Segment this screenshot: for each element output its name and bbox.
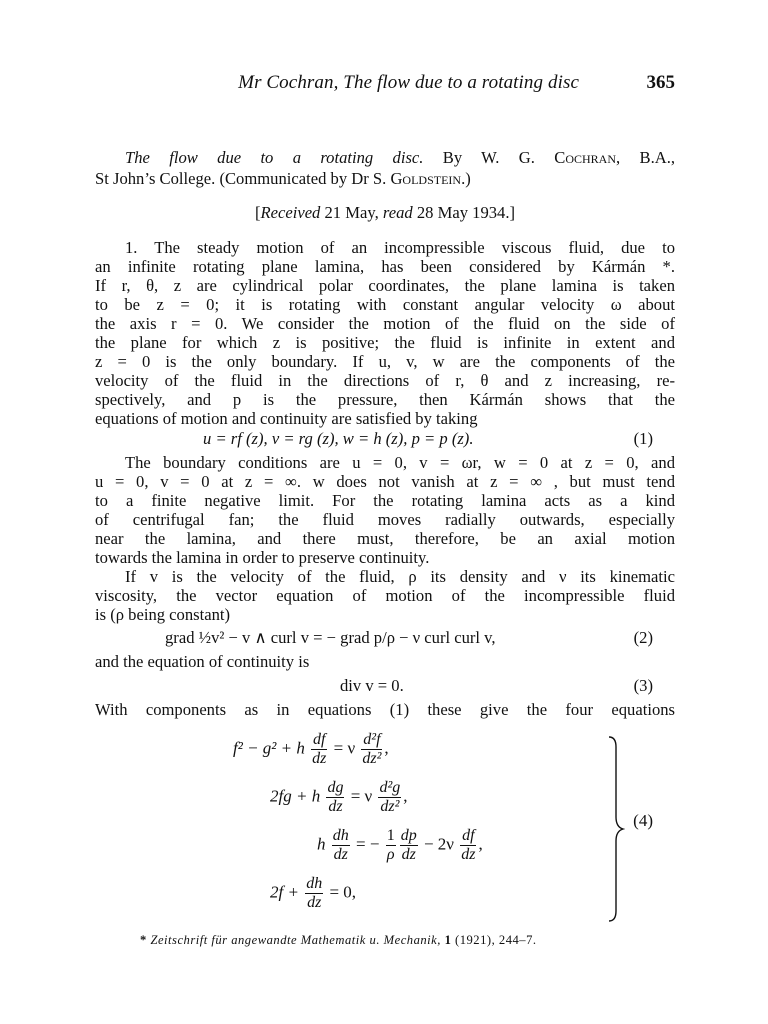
system-equation-3: h $\frac{dh}{dz}$ = − $\frac{1}{\rho}$ $\frac{dp}{dz}$ − 2ν $\frac{df}{dz}$ , — [317, 827, 483, 863]
fraction: $\frac{dh}{dz}$ — [332, 827, 349, 863]
equation-system-4 — [95, 727, 675, 927]
communicator-name: Goldstein — [390, 169, 462, 188]
paragraph-line: If r, θ, z are cylindrical polar coordinates, the plane lamina is taken — [95, 276, 675, 295]
paragraph-line: to be z = 0; it is rotating with constant angular velocity ω about — [95, 295, 675, 314]
paragraph-line: If v is the velocity of the fluid, ρ its density and ν its kinematic — [125, 567, 675, 586]
fraction: $\frac{dg}{dz}$ — [327, 779, 344, 815]
paragraph-line: velocity of the fluid in the directions of r, θ and z increasing, re- — [95, 371, 675, 390]
system-equation-1: f² − g² + h $\frac{df}{dz}$ = ν $\frac{\text{d²f}}{\text{dz²}}$ , — [233, 731, 389, 767]
equation-3-body: div v = 0. — [340, 676, 404, 695]
footnote: * Zeitschrift für angewandte Mathematik u. Mechanik, 1 (1921), 244–7. — [140, 933, 537, 947]
equation-1 — [95, 429, 675, 449]
fraction: $\frac{\text{d²g}}{\text{dz²}}$ — [379, 779, 401, 815]
paragraph-line: z = 0 is the only boundary. If u, v, w are the components of the — [95, 352, 675, 371]
paragraph-line: The boundary conditions are u = 0, v = ωr, w = 0 at z = 0, and — [125, 453, 675, 472]
equation-4-label: (4) — [633, 811, 653, 830]
system-equation-4: 2f + $\frac{dh}{dz}$ = 0, — [270, 875, 357, 911]
paragraph-line: and the equation of continuity is — [95, 652, 310, 671]
fraction: $\frac{df}{dz}$ — [461, 827, 476, 863]
affiliation-line: St John’s College. (Communicated by Dr S. Goldstein.) — [95, 169, 471, 188]
author-name: Cochran — [554, 148, 617, 167]
right-brace-icon — [607, 735, 625, 923]
fraction: $\frac{dp}{dz}$ — [400, 827, 417, 863]
paragraph-line: 1. The steady motion of an incompressible viscous fluid, due to — [125, 238, 675, 257]
fraction: $\frac{1}{\rho}$ — [386, 827, 395, 863]
system-equation-2: 2fg + h $\frac{dg}{dz}$ = ν $\frac{\text{d²g}}{\text{dz²}}$ , — [270, 779, 408, 815]
equation-2 — [95, 628, 675, 648]
paragraph-line: towards the lamina in order to preserve continuity. — [95, 548, 430, 567]
page-number: 365 — [646, 72, 675, 93]
equation-3 — [95, 676, 675, 696]
paragraph-line: viscosity, the vector equation of motion of the incompressible fluid — [95, 586, 675, 605]
paragraph-line: of centrifugal fan; the fluid moves radially outwards, especially — [95, 510, 675, 529]
equation-3-label: (3) — [633, 676, 653, 695]
article-title: The flow due to a rotating disc. — [125, 148, 424, 167]
footnote-marker: * — [140, 933, 147, 947]
paragraph-line: u = 0, v = 0 at z = ∞. w does not vanish at z = ∞ , but must tend — [95, 472, 675, 491]
equation-2-label: (2) — [633, 628, 653, 647]
fraction: $\frac{df}{dz}$ — [312, 731, 327, 767]
paragraph-line: near the lamina, and there must, therefore, be an axial motion — [95, 529, 675, 548]
running-title: Mr Cochran, The flow due to a rotating disc — [238, 72, 579, 93]
equation-1-label: (1) — [633, 429, 653, 448]
paragraph-line: the plane for which z is positive; the fluid is infinite in extent and — [95, 333, 675, 352]
paragraph-line: spectively, and p is the pressure, then Kármán shows that the — [95, 390, 675, 409]
article-title-line: The flow due to a rotating disc. By W. G. Cochran, B.A., — [125, 148, 675, 167]
paragraph-line: With components as in equations (1) these give the four equations — [95, 700, 675, 719]
fraction: $\frac{dh}{dz}$ — [306, 875, 323, 911]
equation-2-body: grad ½v² − v ∧ curl v = − grad p/ρ − ν curl curl v, — [165, 628, 496, 647]
equation-1-body: u = rf (z), v = rg (z), w = h (z), p = p (z). — [203, 429, 474, 448]
paragraph-line: is (ρ being constant) — [95, 605, 231, 624]
paragraph-line: to a finite negative limit. For the rotating lamina acts as a kind — [95, 491, 675, 510]
paragraph-line: equations of motion and continuity are satisfied by taking — [95, 409, 478, 428]
running-header — [95, 72, 675, 98]
received-line: [Received 21 May, read 28 May 1934.] — [254, 203, 516, 222]
paragraph-line: an infinite rotating plane lamina, has been considered by Kármán *. — [95, 257, 675, 276]
paragraph-line: the axis r = 0. We consider the motion of the fluid on the side of — [95, 314, 675, 333]
fraction: $\frac{\text{d²f}}{\text{dz²}}$ — [362, 731, 382, 767]
